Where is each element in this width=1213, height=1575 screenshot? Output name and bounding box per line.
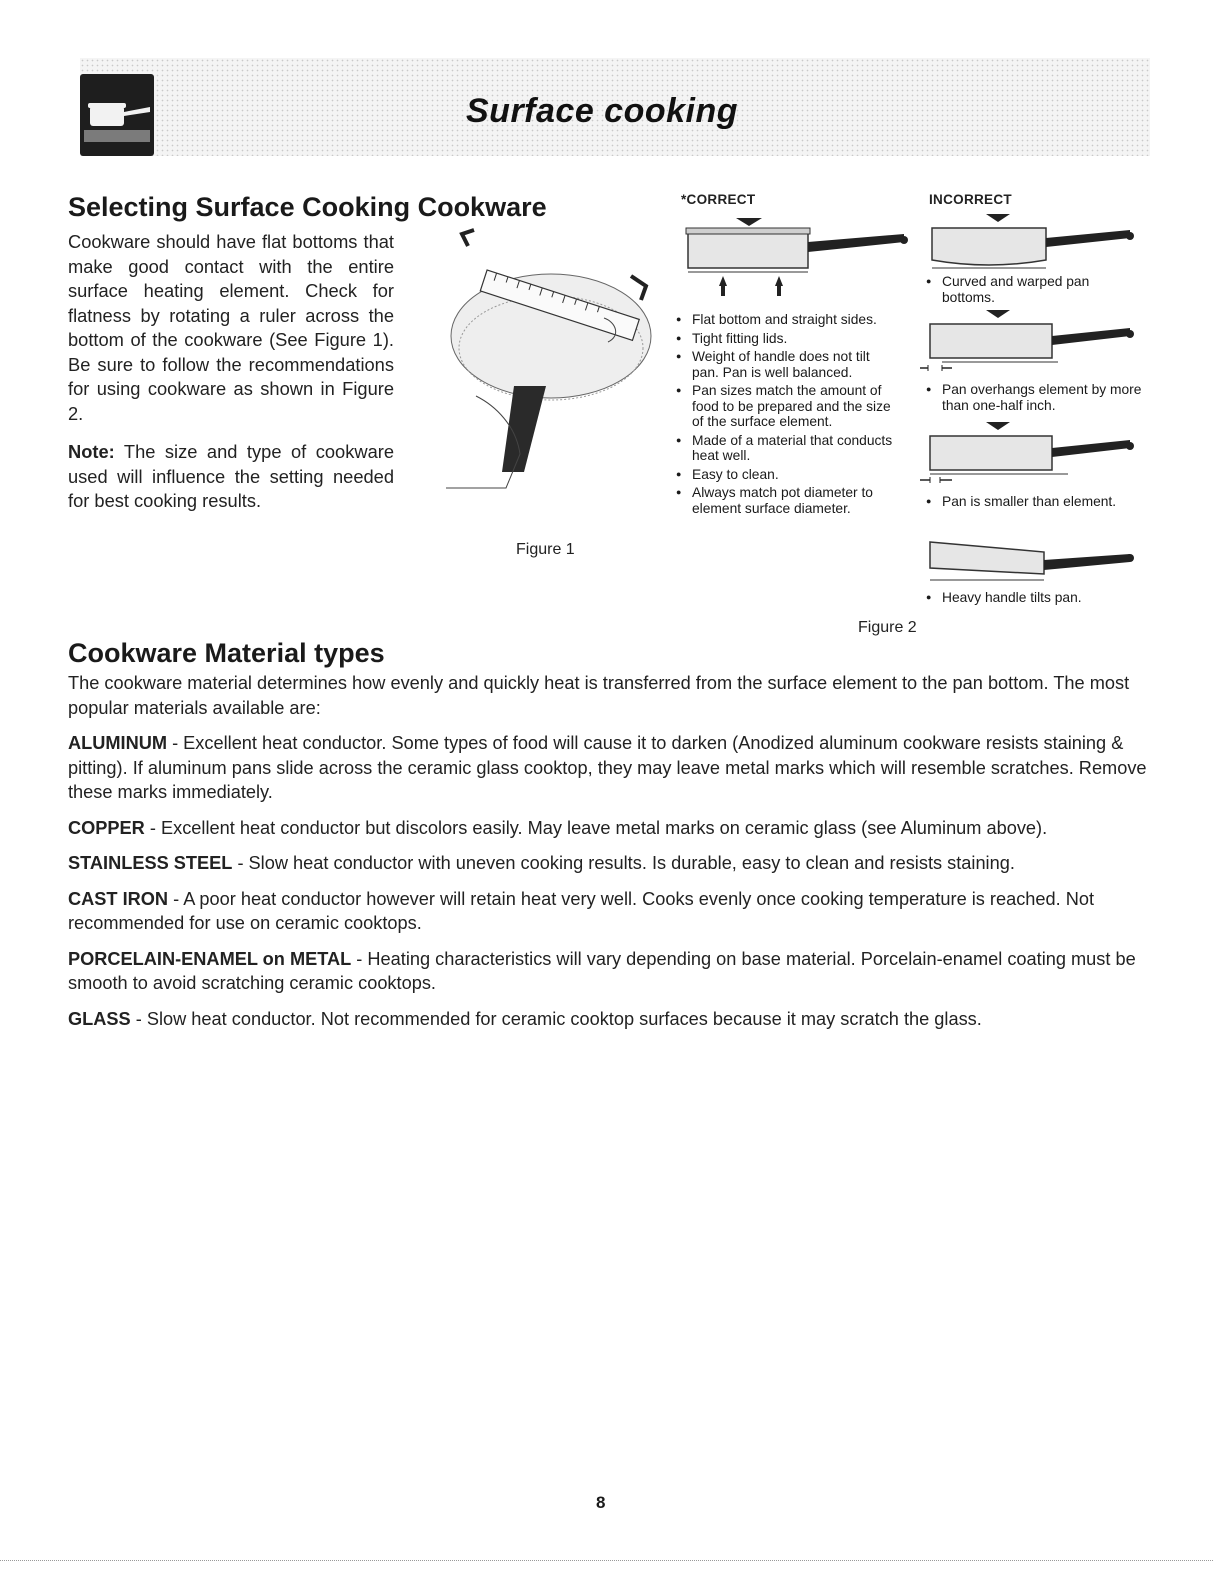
list-item: ● Flat bottom and straight sides. <box>676 312 898 328</box>
note-label: Note: <box>68 441 115 462</box>
note-paragraph <box>68 440 394 514</box>
figure1-caption: Figure 1 <box>516 541 575 558</box>
material-name: ALUMINUM <box>68 733 168 753</box>
incorrect-item-2: ● Pan overhangs element by more than one-half inch. <box>926 382 1152 413</box>
material-aluminum <box>68 731 1148 805</box>
list-item: ● Made of a material that conducts heat well. <box>676 433 898 464</box>
list-item: ● Weight of handle does not tilt pan. Pan is well balanced. <box>676 349 898 380</box>
material-name: CAST IRON <box>68 888 169 909</box>
material-porcelain-enamel <box>68 947 1148 996</box>
material-name: GLASS <box>68 1008 131 1029</box>
page-number: 8 <box>596 1493 606 1512</box>
saucepan-icon <box>80 74 154 156</box>
section-heading-selecting-cookware: Selecting Surface Cooking Cookware <box>68 192 547 222</box>
correct-points-list <box>676 312 898 519</box>
correct-label: *CORRECT <box>681 192 756 207</box>
material-name: STAINLESS STEEL <box>68 853 233 873</box>
material-text: - Excellent heat conductor. Some types of food will cause it to darken (Anodized aluminum cookware resists staining & pitting). If aluminum pans slide across the ceramic glass cooktop, they may leave metal marks which will resemble scratches. Remove these marks immediately. <box>68 733 1147 802</box>
warped-pan-illustration <box>926 212 1136 277</box>
material-text: - Excellent heat conductor but discolors easily. May leave metal marks on ceramic glass (see Aluminum above). <box>144 817 1048 838</box>
list-item: ● Easy to clean. <box>676 467 898 483</box>
intro-text <box>68 230 394 528</box>
material-name: PORCELAIN-ENAMEL on METAL <box>68 948 352 969</box>
list-item: ● Pan sizes match the amount of food to be prepared and the size of the surface element. <box>676 383 898 430</box>
material-text: - Slow heat conductor. Not recommended for ceramic cooktop surfaces because it may scratch the glass. <box>130 1008 982 1029</box>
incorrect-label: INCORRECT <box>929 192 1012 207</box>
list-item: ● Always match pot diameter to element surface diameter. <box>676 485 898 516</box>
material-stainless-steel <box>68 851 1148 876</box>
page-title: Surface cooking <box>466 92 739 130</box>
materials-body <box>68 671 1148 1042</box>
overhanging-pan-illustration <box>918 308 1138 383</box>
section-heading-material-types: Cookware Material types <box>68 638 385 668</box>
material-glass <box>68 1007 1148 1032</box>
intro-paragraph: Cookware should have flat bottoms that make good contact with the entire surface heating element. Check for flatness by rotating a ruler across the bottom of the cookware (See Figure 1). Be sure to follow the recommendations for using cookware as shown in Figure 2. <box>68 231 394 424</box>
figure2-caption: Figure 2 <box>858 619 917 636</box>
incorrect-item-4: ● Heavy handle tilts pan. <box>926 590 1152 606</box>
bottom-divider <box>0 1560 1213 1561</box>
material-name: COPPER <box>68 817 145 838</box>
material-cast-iron <box>68 887 1148 936</box>
figure1-ruler-illustration <box>436 226 666 496</box>
material-text: - Slow heat conductor with uneven cooking results. Is durable, easy to clean and resists staining. <box>232 853 1015 873</box>
small-pan-illustration <box>918 420 1138 495</box>
note-text: The size and type of cookware used will influence the setting needed for best cooking results. <box>68 441 394 511</box>
incorrect-item-1: ● Curved and warped pan bottoms. <box>926 274 1142 305</box>
material-text: - Heating characteristics will vary depending on base material. Porcelain-enamel coating must be smooth to avoid scratching ceramic cooktops. <box>68 948 1136 993</box>
incorrect-item-3: ● Pan is smaller than element. <box>926 494 1142 510</box>
correct-pan-illustration <box>680 212 910 307</box>
materials-intro: The cookware material determines how evenly and quickly heat is transferred from the surface element to the pan bottom. The most popular materials available are: <box>68 673 1130 718</box>
list-item: ● Tight fitting lids. <box>676 331 898 347</box>
tilted-pan-illustration <box>926 534 1136 589</box>
material-copper <box>68 816 1148 841</box>
material-text: - A poor heat conductor however will retain heat very well. Cooks evenly once cooking temperature is reached. Not recommended for use on ceramic cooktops. <box>68 888 1095 933</box>
